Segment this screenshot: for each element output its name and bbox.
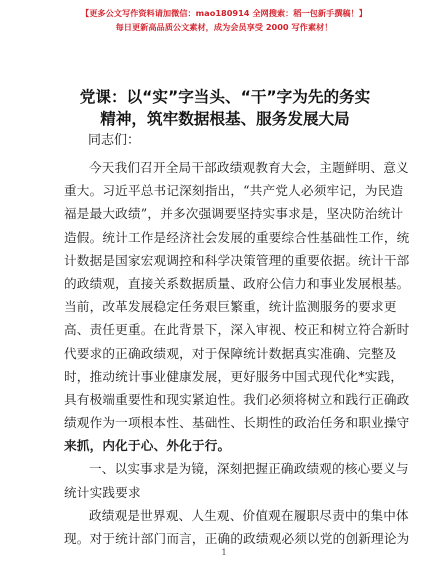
page-number: 1 <box>221 548 227 557</box>
body-line: 当前，改革发展稳定任务艰巨繁重，统计监测服务的要求更 <box>64 299 397 315</box>
body-line: 福是最大政绩”，并多次强调要坚持实事求是，坚决防治统计 <box>64 206 404 222</box>
title-line-1: 党课：以“实”字当头、“干”字为先的务实 <box>79 88 371 106</box>
document-title <box>40 86 410 130</box>
banner-line-1: 【更多公文写作资料请加微信：mao180914 全网搜索：稻一包新手撰稿！】 <box>81 8 367 18</box>
body-line: 的政绩观，直接关系数据质量、政府公信力和事业发展根基。 <box>64 275 410 291</box>
body-line: 时，推动统计事业健康发展，更好服务中国式现代化*实践， <box>64 368 404 384</box>
paragraph-line: 政绩观是世界观、人生观、价值观在履职尽责中的集中体 <box>89 507 409 523</box>
section-heading-line-1: 一、以实事求是为镜，深刻把握正确政绩观的核心要义与 <box>89 461 409 477</box>
body-line-emphasis: 来抓，内化于心、外化于行。 <box>64 438 231 454</box>
banner-line-2: 每日更新高品质公文素材，成为会员享受 2000 写作素材！ <box>115 22 333 32</box>
document-body <box>64 156 410 550</box>
paragraph-line: 现。对于统计部门而言，正确的政绩观必须以党的创新理论为 <box>64 531 410 546</box>
body-line: 代要求的正确政绩观，对于保障统计数据真实准确、完整及 <box>64 345 397 361</box>
greeting: 同志们： <box>88 133 141 148</box>
body-line: 高、责任更重。在此背景下，深入审视、校正和树立符合新时 <box>64 322 410 338</box>
body-line: 今天我们召开全局干部政绩观教育大会，主题鲜明、意义 <box>89 160 409 175</box>
promo-banner <box>0 6 448 34</box>
body-line: 具有极端重要性和现实紧迫性。我们必须将树立和践行正确政 <box>64 391 410 407</box>
title-line-2: 精神，筑牢数据根基、服务发展大局 <box>100 110 350 128</box>
section-heading-line-2: 统计实践要求 <box>64 484 141 500</box>
body-line: 计数据是国家宏观调控和科学决策管理的重要依据。统计干部 <box>64 252 410 268</box>
body-line: 重大。习近平总书记深刻指出，“共产党人必须牢记，为民造 <box>64 183 404 199</box>
body-line: 造假。统计工作是经济社会发展的重要综合性基础性工作，统 <box>64 229 410 245</box>
body-line: 绩观作为一项根本性、基础性、长期性的政治任务和职业操守 <box>64 415 410 431</box>
